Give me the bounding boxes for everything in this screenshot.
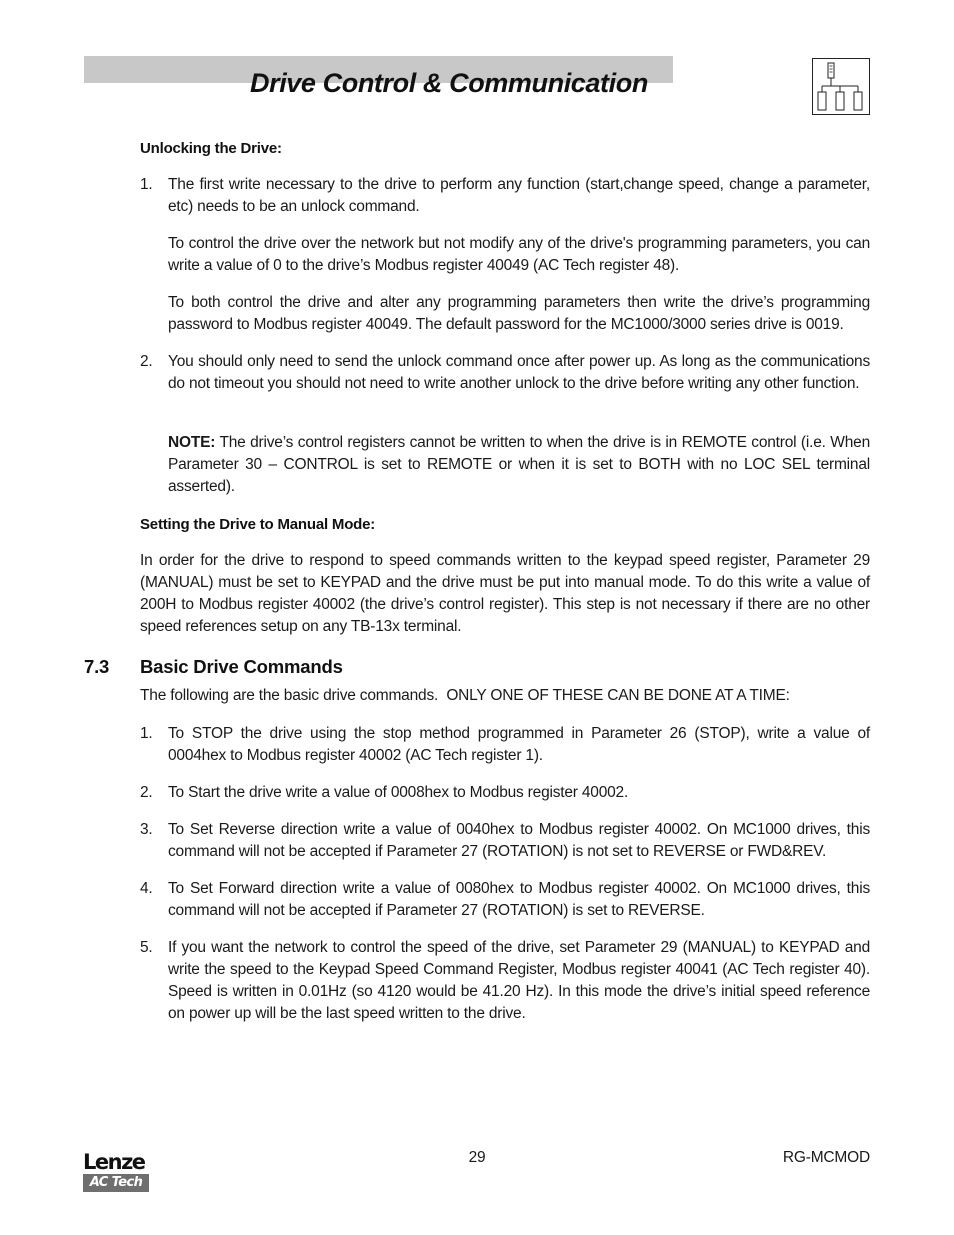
unlock-item-1-paragraph-3: To both control the drive and alter any programming parameters then write the drive’s programming password to Modbus register 40049. The default password for the MC1000/3000 series drive is 0019. bbox=[168, 294, 870, 333]
network-diagram-icon bbox=[812, 58, 870, 115]
unlock-heading: Unlocking the Drive: bbox=[140, 140, 282, 157]
logo-wordmark: Lenze bbox=[83, 1150, 145, 1174]
unlock-item-number-1: 1. bbox=[140, 176, 153, 193]
command-number-5: 5. bbox=[140, 939, 153, 956]
unlock-item-2-text: You should only need to send the unlock command once after power up. As long as the communications do not timeout you should not need to write another unlock to the drive before writing any other function. bbox=[168, 353, 870, 392]
manual-mode-heading: Setting the Drive to Manual Mode: bbox=[140, 516, 376, 533]
logo-badge: AC Tech bbox=[83, 1174, 149, 1192]
section-number: 7.3 bbox=[84, 656, 110, 677]
command-number-4: 4. bbox=[140, 880, 153, 897]
manual-mode-text: In order for the drive to respond to speed commands written to the keypad speed register, Parameter 29 (MANUAL) must be set to KEYPAD and the drive must be put into manual mode. To do this write a value of 200H to Modbus register 40002 (the drive’s control register). This step is not necessary if there are no other speed references setup on any TB-13x terminal. bbox=[140, 552, 870, 635]
command-text-5: If you want the network to control the speed of the drive, set Parameter 29 (MANUAL) to KEYPAD and write the speed to the Keypad Speed Command Register, Modbus register 40041 (AC Tech register 40). Speed is written in 0.01Hz (so 4120 would be 41.20 Hz). In this mode the drive’s initial speed reference on power up will be the last speed written to the drive. bbox=[168, 939, 870, 1022]
unlock-item-1-paragraph-2: To control the drive over the network but not modify any of the drive's programming parameters, you can write a value of 0 to the drive’s Modbus register 40049 (AC Tech register 48). bbox=[168, 235, 870, 274]
unlock-item-1-text: The first write necessary to the drive to perform any function (start,change speed, change a parameter, etc) needs to be an unlock command. bbox=[168, 176, 870, 215]
note-label: NOTE: bbox=[168, 434, 216, 451]
command-number-3: 3. bbox=[140, 821, 153, 838]
command-number-2: 2. bbox=[140, 784, 153, 801]
page-number: 29 bbox=[468, 1149, 486, 1166]
section-title: Basic Drive Commands bbox=[140, 656, 343, 677]
document-code: RG-MCMOD bbox=[782, 1149, 870, 1166]
note-text: The drive’s control registers cannot be written to when the drive is in REMOTE control (i.e. When Parameter 30 – CONTROL is set to REMOTE or when it is set to BOTH with no LOC SEL terminal asserted). bbox=[168, 434, 870, 495]
command-text-3: To Set Reverse direction write a value of 0040hex to Modbus register 40002. On MC1000 drives, this command will not be accepted if Parameter 27 (ROTATION) is not set to REVERSE or FWD&REV. bbox=[168, 821, 870, 860]
section-intro: The following are the basic drive commands. ONLY ONE OF THESE CAN BE DONE AT A TIME: bbox=[140, 687, 790, 704]
command-number-1: 1. bbox=[140, 725, 153, 742]
command-text-2: To Start the drive write a value of 0008hex to Modbus register 40002. bbox=[168, 784, 629, 801]
unlock-item-number-2: 2. bbox=[140, 353, 153, 370]
command-text-1: To STOP the drive using the stop method programmed in Parameter 26 (STOP), write a value of 0004hex to Modbus register 40002 (AC Tech register 1). bbox=[168, 725, 870, 764]
command-text-4: To Set Forward direction write a value of 0080hex to Modbus register 40002. On MC1000 drives, this command will not be accepted if Parameter 27 (ROTATION) is set to REVERSE. bbox=[168, 880, 870, 919]
page-title: Drive Control & Communication bbox=[250, 68, 648, 98]
unlock-note bbox=[168, 432, 870, 498]
